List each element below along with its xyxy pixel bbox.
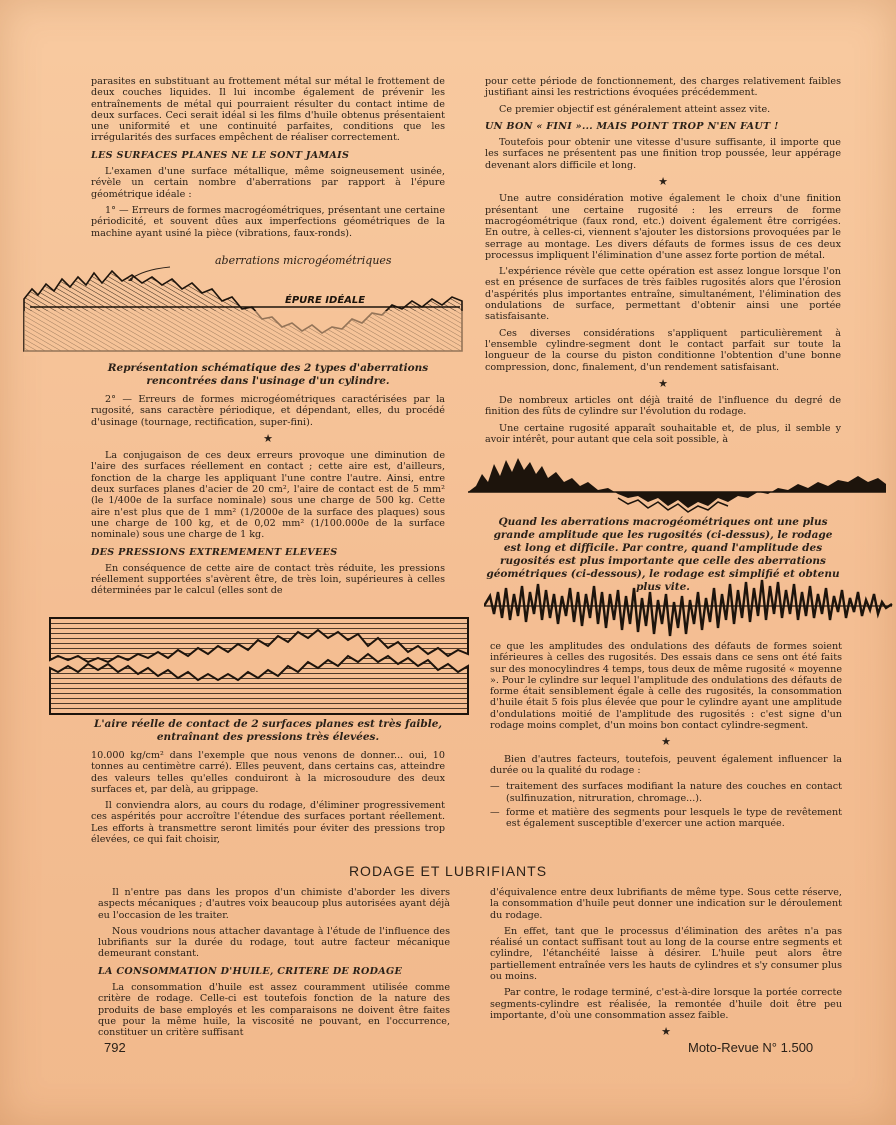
right-paragraph-3: Toutefois pour obtenir une vitesse d'usure suffisante, il importe que les surfaces ne présentent pas une finition trop poussée, leur appérage devenant alors difficile et long. [485,137,841,171]
left-paragraph-2: L'examen d'une surface métallique, même soigneusement usinée, révèle un certain nombre d'aberrations par rapport à l'épure géométrique idéale : [91,166,445,200]
right-paragraph-4: Une autre considération motive également le choix d'une finition présentant une certaine rugosité : les erreurs de forme macrogéométrique (faux rond, etc.) doivent également être corrigées. En outre, à celles-ci, viennent s'ajouter les distorsions provoquées par le serrage au montage. Les divers défauts de formes issus de ces deux processus impliquent l'élimination d'une assez forte portion de métal. [485,193,841,261]
left-paragraph-4: 2° — Erreurs de formes microgéométriques caractérisées par la rugosité, sans caractère périodique, et dépendant, elles, du procédé d'usinage (tournage, rectification, super-fini). [91,394,445,428]
right-paragraph-7: De nombreux articles ont déjà traité de l'influence du degré de finition des fûts de cylindre sur l'évolution du rodage. [485,395,841,418]
bottom-left-column [98,887,450,1044]
right-paragraph-10: Bien d'autres facteurs, toutefois, peuvent également influencer la durée ou la qualité du rodage : [490,753,842,776]
heading-surfaces: LES SURFACES PLANES NE LE SONT JAMAIS [91,149,350,161]
right-paragraph-5: L'expérience révèle que cette opération est assez longue lorsque l'on est en présence de surfaces de très faibles rugosités alors que l'érosion d'aspérités plus importantes entraîne, simultanément, l'élimination des ondulations de surface, permettant d'obtenir ainsi une portée satisfaisante. [485,266,841,323]
caption-figure-2: L'aire réelle de contact de 2 surfaces planes est très faible, entraînant des pressions très élevées. [93,718,443,743]
right-paragraph-1: pour cette période de fonctionnement, des charges relativement faibles justifiant ainsi les restrictions évoquées précédemment. [485,76,841,99]
right-paragraph-8: Une certaine rugosité apparaît souhaitable et, de plus, il semble y avoir intérêt, pour autant que cela soit possible, à [485,422,841,446]
caption-figure-3: Quand les aberrations macrogéométriques ont une plus grande amplitude que les rugosités (ci-dessus), le rodage est long et difficile. Par contre, quand l'amplitude des rugosités est plus importante que celle des aberrations géométriques (ci-dessous), le rodage est simplifié et obtenu plus vite. [486,516,840,593]
figure-label-aberrations: aberrations microgéométriques [215,254,392,267]
heading-consommation: LA CONSOMMATION D'HUILE, CRITERE DE RODAGE [98,965,403,977]
bottom-left-paragraph-3: La consommation d'huile est assez couramment utilisée comme critère de rodage. Celle-ci est toutefois fonction de la nature des produits de base employés et les comparaisons ne doivent être faites que pour la même huile, la viscosité ne pouvant, en l'occurrence, constituer un critère suffisant [98,982,450,1039]
right-paragraph-2: Ce premier objectif est généralement atteint assez vite. [499,103,771,115]
left-paragraph-5: La conjugaison de ces deux erreurs provoque une diminution de l'aire des surfaces réellement en contact ; cette aire est, d'ailleurs, fonction de la charge les appliquant l'une contre l'autre. Ainsi, entre deux surfaces planes d'acier de 20 cm², l'aire de contact est de 5 mm² (le 1/400e de la surface nominale) sous une charge de 500 kg. Cette aire n'est plus que de 1 mm² (1/2000e de la surface des plaques) sous une charge de 100 kg, et de 0,02 mm² (1/100.000e de la surface nominale) sous une charge de 1 kg. [91,450,445,541]
bottom-right-paragraph-1: d'équivalence entre deux lubrifiants de même type. Sous cette réserve, la consommation d'huile peut donner une indication sur le déroulement du rodage. [490,887,842,921]
heading-fini: UN BON « FINI »... MAIS POINT TROP N'EN FAUT ! [485,120,779,132]
figure-label-epure: ÉPURE IDÉALE [285,295,366,306]
right-paragraph-6: Ces diverses considérations s'appliquent particulièrement à l'ensemble cylindre-segment dont le contact parfait sur toute la longueur de la course du piston conditionne l'obtention d'une bonne compression, donc, finalement, d'un rendement satisfaisant. [485,327,841,373]
factors-list [490,781,842,829]
star-separator: ★ [658,376,668,390]
list-item: — traitement des surfaces modifiant la nature des couches en contact (sulfinuzation, nitruration, chromage...). [490,781,842,804]
right-column [485,76,841,450]
left-paragraph-3: 1° — Erreurs de formes macrogéométriques, présentant une certaine périodicité, et souvent dûes aux imperfections géométriques de la machine ayant usiné la pièce (vibrations, faux-ronds). [91,204,445,239]
bottom-right-column [490,887,842,1044]
magazine-issue: Moto-Revue N° 1.500 [688,1040,814,1055]
bottom-left-paragraph-1: Il n'entre pas dans les propos d'un chimiste d'aborder les divers aspects mécaniques ; d'autres voix beaucoup plus autorisées ayant déjà eu l'occasion de les traiter. [98,887,450,921]
bottom-right-paragraph-3: Par contre, le rodage terminé, c'est-à-dire lorsque la portée correcte segments-cylindre est réalisée, la remontée d'huile doit être peu importante, d'où une consommation assez faible. [490,987,842,1021]
star-separator: ★ [661,1025,671,1039]
figure-aberrations [20,249,466,361]
star-separator: ★ [263,431,273,445]
heading-pressions: DES PRESSIONS EXTREMEMENT ELEVEES [91,546,338,558]
figure-macro-aberrations [468,452,888,514]
figure-lower-plate [50,654,468,714]
left-paragraph-1: parasites en substituant au frottement métal sur métal le frottement de deux couches liquides. Il lui incombe également de prévenir les entraînements de métal qui pourraient résulter du contact intime de deux surfaces. Ceci serait idéal si les films d'huile obtenus présentaient une uniformité et une continuité parfaites, conditions que les irrégularités des surfaces empêchent de réaliser correctement. [91,76,445,144]
left-column-c [91,714,445,850]
figure-upper-plate [50,618,468,662]
list-item: — forme et matière des segments pour lesquels le type de revêtement est également susceptible d'exercer une action marquée. [490,807,842,830]
right-paragraph-9: ce que les amplitudes des ondulations des défauts de formes soient inférieures à celles des rugosités. Des essais dans ce sens ont été faits sur des monocylindres 4 temps, tous deux de même rugosité « moyenne ». Pour le cylindre sur lequel l'amplitude des ondulations des défauts de forme était sensiblement égale à celle des rugosités, la consommation d'huile était 5 fois plus élevée que pour le cylindre ayant une amplitude d'ondulations moitié de l'amplitude des rugosités : c'est signe d'un rodage moins complet, d'un moins bon contact cylindre-segment. [490,641,842,732]
left-column-b [91,358,445,602]
caption-figure-1: Représentation schématique des 2 types d'aberrations rencontrées dans l'usinage d'un cylindre. [107,362,429,387]
figure-roughness [484,574,894,646]
left-column [91,76,445,244]
page-number: 792 [104,1040,126,1055]
right-column-b [490,641,842,834]
section-title: RODAGE ET LUBRIFIANTS [348,863,548,879]
bottom-right-paragraph-2: En effet, tant que le processus d'élimination des arêtes n'a pas réalisé un contact suffisant tout au long de la course entre segments et cylindre, l'étanchéité laisse à désirer. L'huile peut alors être partiellement entraînée vers les hauts de cylindres et s'y consumer plus ou moins. [490,925,842,983]
star-separator: ★ [661,735,671,749]
left-paragraph-7: 10.000 kg/cm² dans l'exemple que nous venons de donner... oui, 10 tonnes au centimètre carré). Elles peuvent, dans certains cas, atteindre des valeurs telles qu'elles conduiront à la microsoudure des deux surfaces et, par delà, au grippage. [91,750,445,795]
bottom-left-paragraph-2: Nous voudrions nous attacher davantage à l'étude de l'influence des lubrifiants sur la durée du rodage, tout autre facteur mécanique demeurant constant. [98,925,450,960]
left-paragraph-6: En conséquence de cette aire de contact très réduite, les pressions réellement supportées s'avèrent être, de très loin, supérieures à celles déterminées par le calcul (elles sont de [91,562,445,597]
left-paragraph-8: Il conviendra alors, au cours du rodage, d'éliminer progressivement ces aspérités pour accroître l'étendue des surfaces portant réellement. Les efforts à transmettre seront limités pour éviter des pressions trop élevées, ce qui fait choisir, [91,800,445,846]
figure-contact-surfaces [48,616,470,716]
star-separator: ★ [658,175,668,189]
